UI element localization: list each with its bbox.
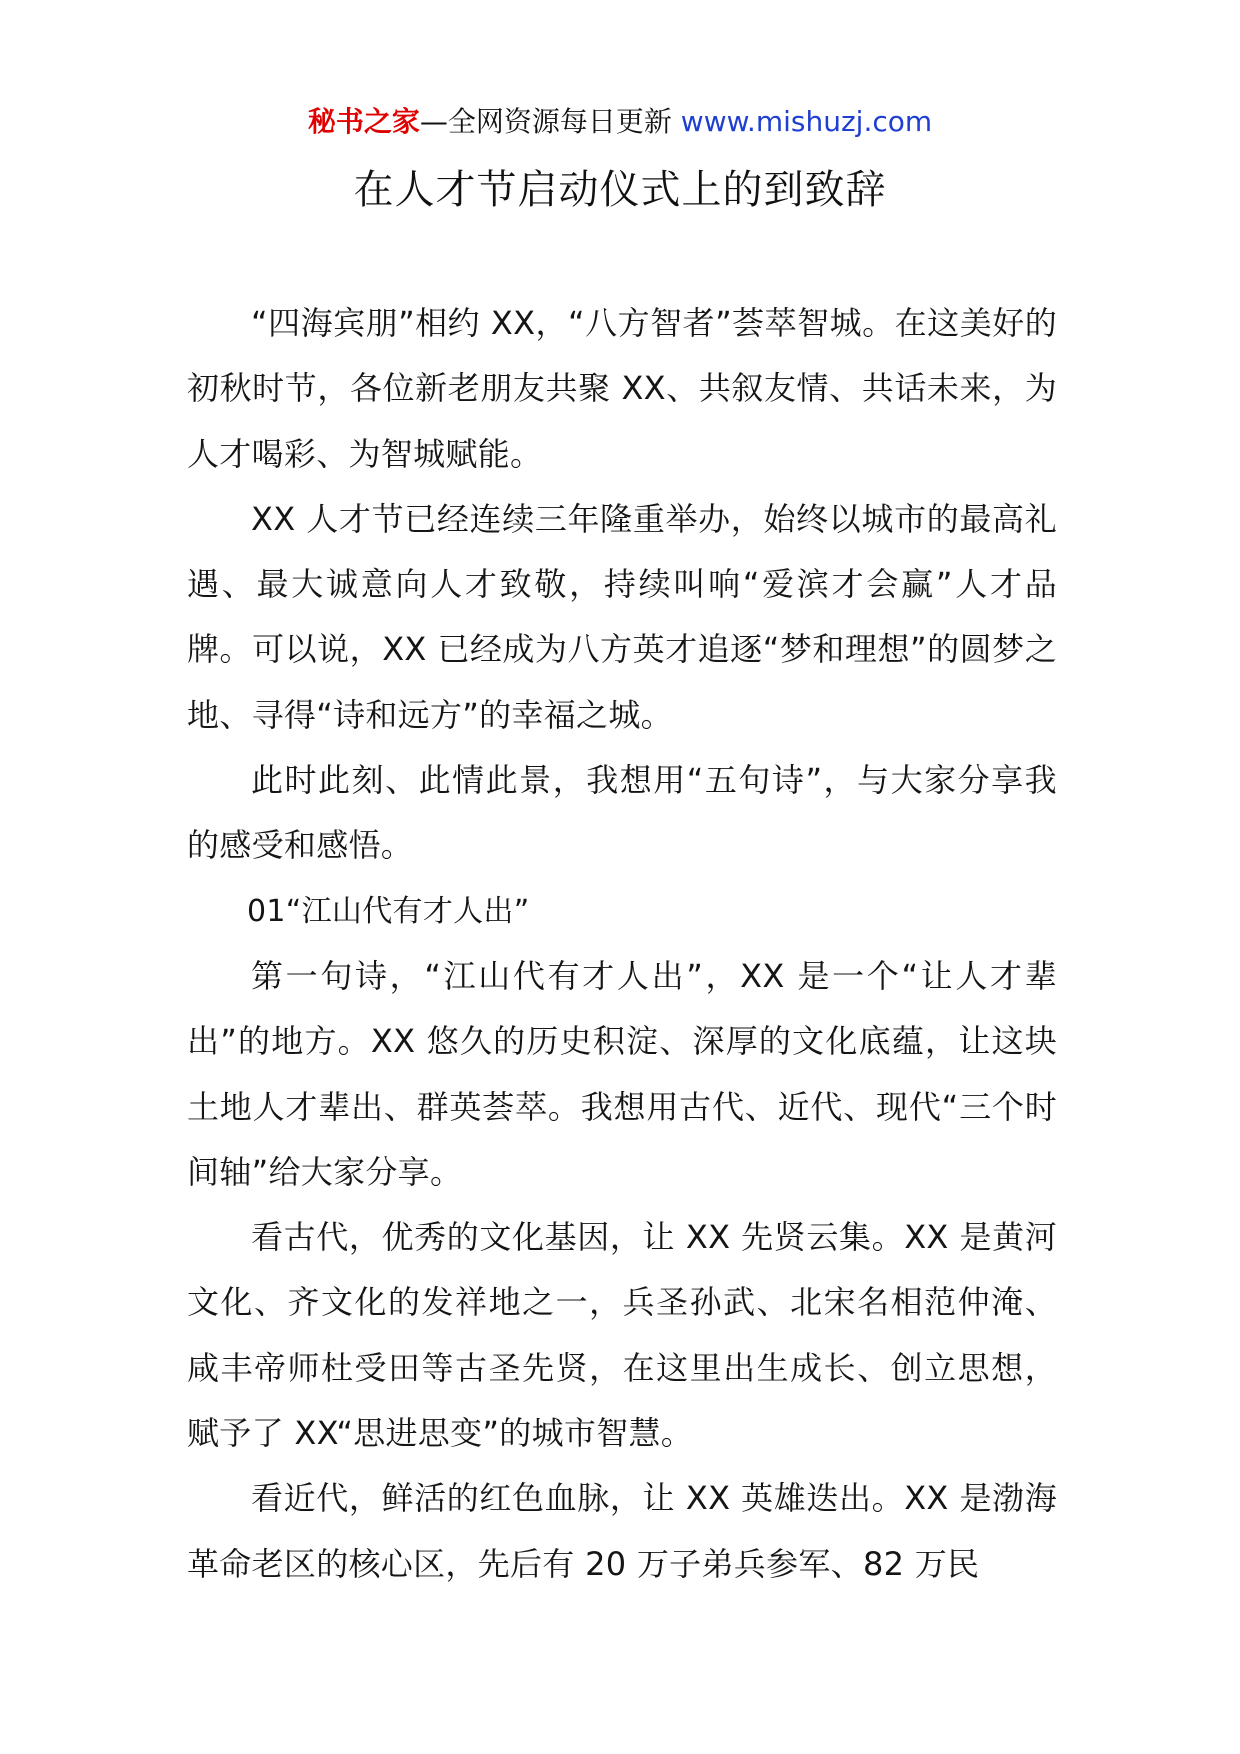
paragraph-ancient-times: 看古代，优秀的文化基因，让 XX 先贤云集。XX 是黄河文化、齐文化的发祥地之一，兵圣孙武、北宋名相范仲淹、咸丰帝师杜受田等古圣先贤，在这里出生成长、创立思想，赋予了 XX“思进思变”的城市智慧。: [187, 1218, 1057, 1453]
paragraph-modern-times: 看近代，鲜活的红色血脉，让 XX 英雄迭出。XX 是渤海革命老区的核心区，先后有 20 万子弟兵参军、82 万民: [187, 1479, 1057, 1583]
watermark-header: [0, 102, 1240, 142]
paragraph-first-poem: 第一句诗，“江山代有才人出”，XX 是一个“让人才辈出”的地方。XX 悠久的历史积淀、深厚的文化底蕴，让这块土地人才辈出、群英荟萃。我想用古代、近代、现代“三个时间轴”给大家分享。: [187, 956, 1057, 1191]
paragraph-five-poems: 此时此刻、此情此景，我想用“五句诗”，与大家分享我的感受和感悟。: [187, 761, 1057, 865]
paragraph-talent-festival: XX 人才节已经连续三年隆重举办，始终以城市的最高礼遇、最大诚意向人才致敬，持续叫响“爱滨才会赢”人才品牌。可以说，XX 已经成为八方英才追逐“梦和理想”的圆梦之地、寻得“诗和远方”的幸福之城。: [187, 499, 1057, 734]
document-title: 在人才节启动仪式上的到致辞: [353, 167, 887, 213]
document-body: [187, 291, 1057, 1597]
header-tagline: —全网资源每日更新: [419, 105, 672, 138]
section-heading-01: 01“江山代有才人出”: [247, 893, 530, 929]
brand-name: 秘书之家: [307, 105, 420, 138]
paragraph-intro: “四海宾朋”相约 XX，“八方智者”荟萃智城。在这美好的初秋时节，各位新老朋友共聚 XX、共叙友情、共话未来，为人才喝彩、为智城赋能。: [187, 304, 1057, 473]
site-url-link[interactable]: www.mishuzj.com: [680, 105, 933, 138]
